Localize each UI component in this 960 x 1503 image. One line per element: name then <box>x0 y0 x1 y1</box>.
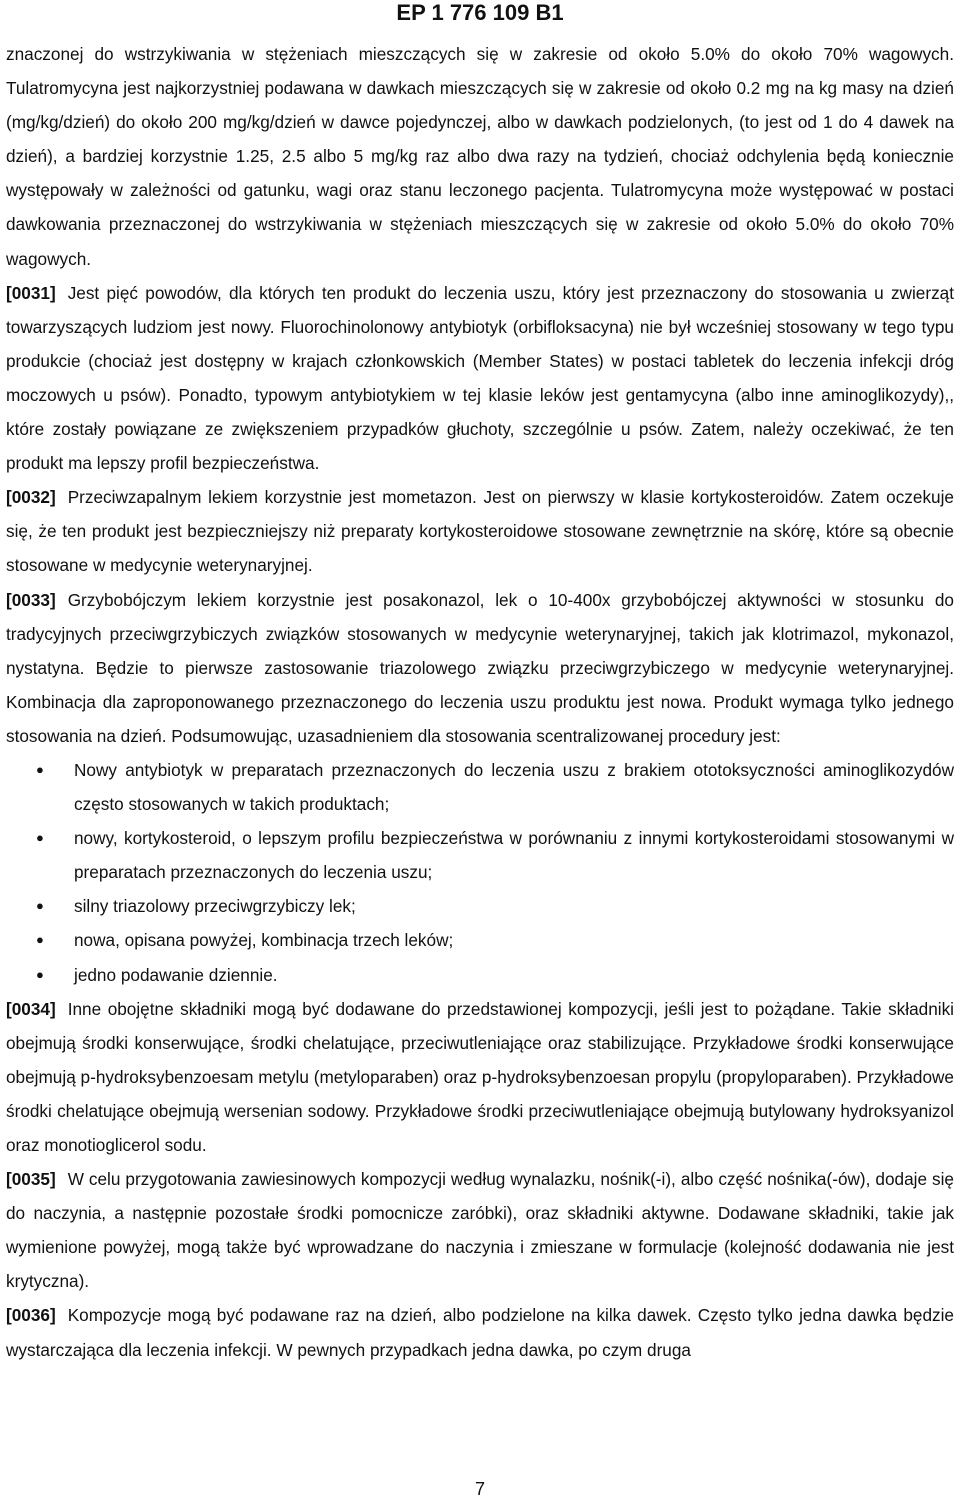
paragraph-0031 <box>6 276 954 481</box>
paragraph-0033 <box>6 583 954 753</box>
paragraph-0036 <box>6 1298 954 1366</box>
paragraph-number: [0032] <box>6 487 56 508</box>
document-header: EP 1 776 109 B1 <box>396 0 564 25</box>
paragraph-text: Kompozycje mogą być podawane raz na dzień, albo podzielone na kilka dawek. Często tylko jedna dawka będzie wystarczająca dla leczenia infekcji. W pewnych przypadkach jedna dawka, po czym druga <box>6 1305 954 1360</box>
paragraph-number: [0031] <box>6 282 56 303</box>
page-number: 7 <box>474 1479 485 1499</box>
paragraph-0032 <box>6 480 954 582</box>
list-item: ● Nowy antybiotyk w preparatach przeznaczonych do leczenia uszu z brakiem ototoksyczności aminoglikozydów często stosowanych w takich produktach; <box>6 753 954 821</box>
document-body <box>6 37 954 1367</box>
justification-list <box>6 753 954 992</box>
paragraph-0034 <box>6 992 954 1162</box>
list-item: ● silny triazolowy przeciwgrzybiczy lek; <box>6 889 954 923</box>
paragraph-number: [0036] <box>6 1305 56 1326</box>
paragraph-number: [0034] <box>6 998 56 1019</box>
paragraph-number: [0033] <box>6 589 56 610</box>
paragraph-text: Przeciwzapalnym lekiem korzystnie jest mometazon. Jest on pierwszy w klasie kortykosteroidów. Zatem oczekuje się, że ten produkt jest bezpieczniejszy niż preparaty kortykosteroidowe stosowane zewnętrznie na skórę, które są obecnie stosowane w medycynie weterynaryjnej. <box>6 487 954 576</box>
paragraph-text: W celu przygotowania zawiesinowych kompozycji według wynalazku, nośnik(-i), albo część nośnika(-ów), dodaje się do naczynia, a następnie pozostałe środki pomocnicze zaróbki), oraz składniki aktywne. Dodawane składniki, takie jak wymienione powyżej, mogą także być wprowadzane do naczynia i zmieszane w formulacje (kolejność dodawania nie jest krytyczna). <box>6 1169 954 1292</box>
paragraph-text: Grzybobójczym lekiem korzystnie jest posakonazol, lek o 10-400x grzybobójczej aktywności w stosunku do tradycyjnych przeciwgrzybiczych związków stosowanych w medycynie weterynaryjnej, takich jak klotrimazol, mykonazol, nystatyna. Będzie to pierwsze zastosowanie triazolowego związku przeciwgrzybiczego w medycynie weterynaryjnej. Kombinacja dla zaproponowanego przeznaczonego do leczenia uszu produktu jest nowa. Produkt wymaga tylko jednego stosowania na dzień. Podsumowując, uzasadnieniem dla stosowania scentralizowanej procedury jest: <box>6 589 954 746</box>
paragraph-number: [0035] <box>6 1169 56 1190</box>
paragraph-text: Jest pięć powodów, dla których ten produkt do leczenia uszu, który jest przeznaczony do stosowania u zwierząt towarzyszących ludziom jest nowy. Fluorochinolonowy antybiotyk (orbifloksacyna) nie był wcześniej stosowany w tego typu produkcie (chociaż jest dostępny w krajach członkowskich (Member States) w postaci tabletek do leczenia infekcji dróg moczowych u psów). Ponadto, typowym antybiotykiem w tej klasie leków jest gentamycyna (albo inne aminoglikozydy),, które zostały powiązane ze zwiększeniem przypadków głuchoty, szczególnie u psów. Zatem, należy oczekiwać, że ten produkt ma lepszy profil bezpieczeństwa. <box>6 282 954 474</box>
paragraph-0035 <box>6 1162 954 1298</box>
intro-paragraph: znaczonej do wstrzykiwania w stężeniach mieszczących się w zakresie od około 5.0% do około 70% wagowych. Tulatromycyna jest najkorzystniej podawana w dawkach mieszczących się w zakresie od około 0.2 mg na kg masy na dzień (mg/kg/dzień) do około 200 mg/kg/dzień w dawce pojedynczej, albo w dawkach podzielonych, (to jest od 1 do 4 dawek na dzień), a bardziej korzystnie 1.25, 2.5 albo 5 mg/kg raz albo dwa razy na tydzień, chociaż odchylenia będą koniecznie występowały w zależności od gatunku, wagi oraz stanu leczonego pacjenta. Tulatromycyna może występować w postaci dawkowania przeznaczonej do wstrzykiwania w stężeniach mieszczących się w zakresie od około 5.0% do około 70% wagowych. <box>6 44 954 269</box>
list-item: ● jedno podawanie dziennie. <box>6 958 954 992</box>
paragraph-text: Inne obojętne składniki mogą być dodawane do przedstawionej kompozycji, jeśli jest to pożądane. Takie składniki obejmują środki konserwujące, środki chelatujące, przeciwutleniające oraz stabilizujące. Przykładowe środki konserwujące obejmują p-hydroksybenzoesam metylu (metyloparaben) oraz p-hydroksybenzoesan propylu (propyloparaben). Przykładowe środki chelatujące obejmują wersenian sodowy. Przykładowe środki przeciwutleniające obejmują butylowany hydroksyanizol oraz monotioglicerol sodu. <box>6 998 954 1155</box>
list-item: ● nowy, kortykosteroid, o lepszym profilu bezpieczeństwa w porównaniu z innymi kortykosteroidami stosowanymi w preparatach przeznaczonych do leczenia uszu; <box>6 821 954 889</box>
list-item: ● nowa, opisana powyżej, kombinacja trzech leków; <box>6 923 954 957</box>
